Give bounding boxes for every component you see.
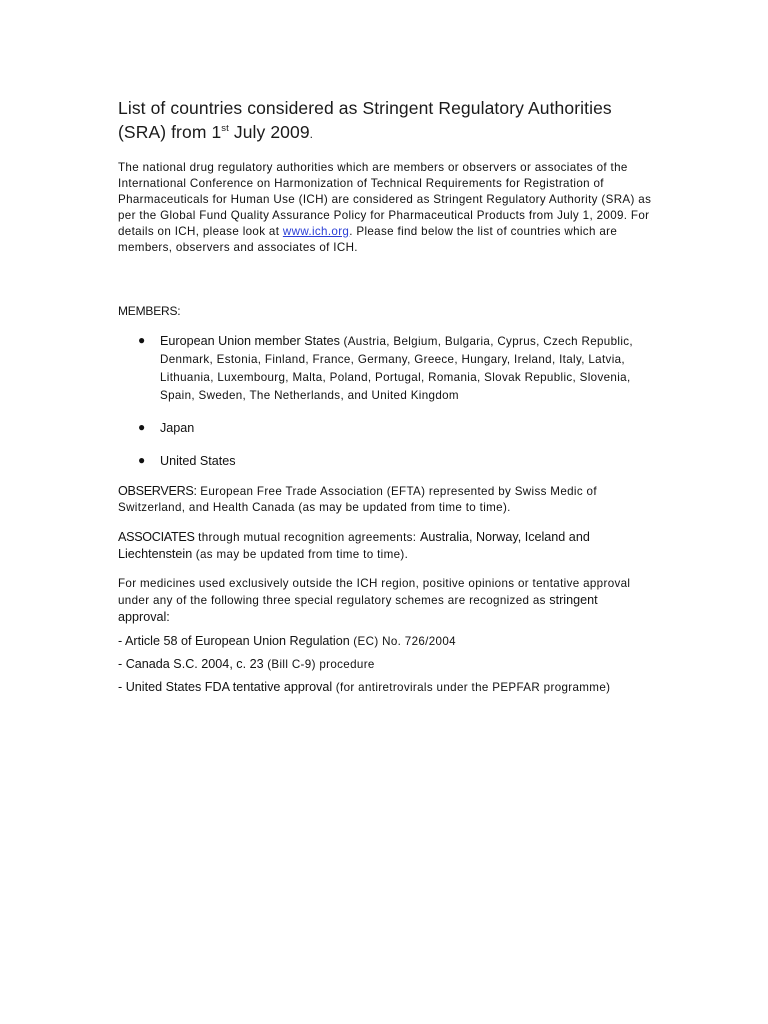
intro-paragraph [118,160,652,256]
document-title [118,96,652,146]
medicines-note-end: stringent approval: [118,593,598,624]
scheme-label: - Canada S.C. 2004, c. 23 [118,657,264,671]
title-period: . [309,127,314,141]
ich-link[interactable]: www.ich.org [282,225,350,238]
scheme-detail: (Bill C-9) procedure [263,658,375,671]
member-label: Japan [160,421,195,435]
document-page [118,96,652,702]
associates-text-end: (as may be updated from time to time). [192,548,409,561]
medicines-note-text: For medicines used exclusively outside the ICH region, positive opinions or tentative approval under any of the following three special regulatory schemes are recognized as [118,577,631,607]
scheme-label: - Article 58 of European Union Regulation [118,634,350,648]
associates-text: through mutual recognition agreements: [194,531,420,544]
associates-paragraph [118,529,652,563]
bullet-icon: ● [138,453,146,467]
list-item [118,419,652,437]
medicines-note [118,576,652,626]
scheme-detail: (EC) No. 726/2004 [349,635,456,648]
scheme-label: - United States FDA tentative approval [118,680,333,694]
scheme-item [118,679,652,696]
bullet-icon: ● [138,333,146,347]
scheme-detail: (for antiretrovirals under the PEPFAR programme) [332,681,611,694]
scheme-item [118,656,652,673]
title-line-1: List of countries considered as Stringent Regulatory Authorities [118,98,612,118]
observers-text: European Free Trade Association (EFTA) represented by Swiss Medic of Switzerland, and Health Canada (as may be updated from time to time). [118,485,597,514]
members-heading: MEMBERS: [118,304,181,318]
scheme-item [118,633,652,650]
bullet-icon: ● [138,420,146,434]
title-superscript: st [221,123,229,134]
title-date: July 2009 [228,122,310,142]
member-detail: (Austria, Belgium, Bulgaria, Cyprus, Czech Republic, Denmark, Estonia, Finland, France, Germany, Greece, Hungary, Ireland, Italy, Latvia, Lithuania, Luxembourg, Malta, Poland, Portugal, Romania, Slovak Republic, Slovenia, Spain, Sweden, The Netherlands, and United Kingdom [160,335,633,402]
member-label: European Union member States [160,334,340,348]
observers-paragraph [118,483,652,516]
member-label: United States [160,454,236,468]
observers-label: OBSERVERS: [118,484,197,498]
associates-label: ASSOCIATES [118,530,195,544]
associates-countries: Australia, Norway, Iceland and Liechtenstein [118,530,590,561]
intro-text-end: . Please find below the list of countries which are members, observers and associates of ICH. [118,225,618,254]
list-item [118,332,652,404]
intro-text: The national drug regulatory authorities which are members or observers or associates of the International Conference on Harmonization of Technical Requirements for Registration of Pharmaceuticals for Human Use (ICH) are considered as Stringent Regulatory Authority (SRA) as per the Global Fund Quality Assurance Policy for Pharmaceutical Products from July 1, 2009. For details on ICH, please look at [118,161,652,238]
list-item [118,452,652,470]
title-line-2: (SRA) from 1 [118,122,222,142]
members-list [118,332,652,470]
